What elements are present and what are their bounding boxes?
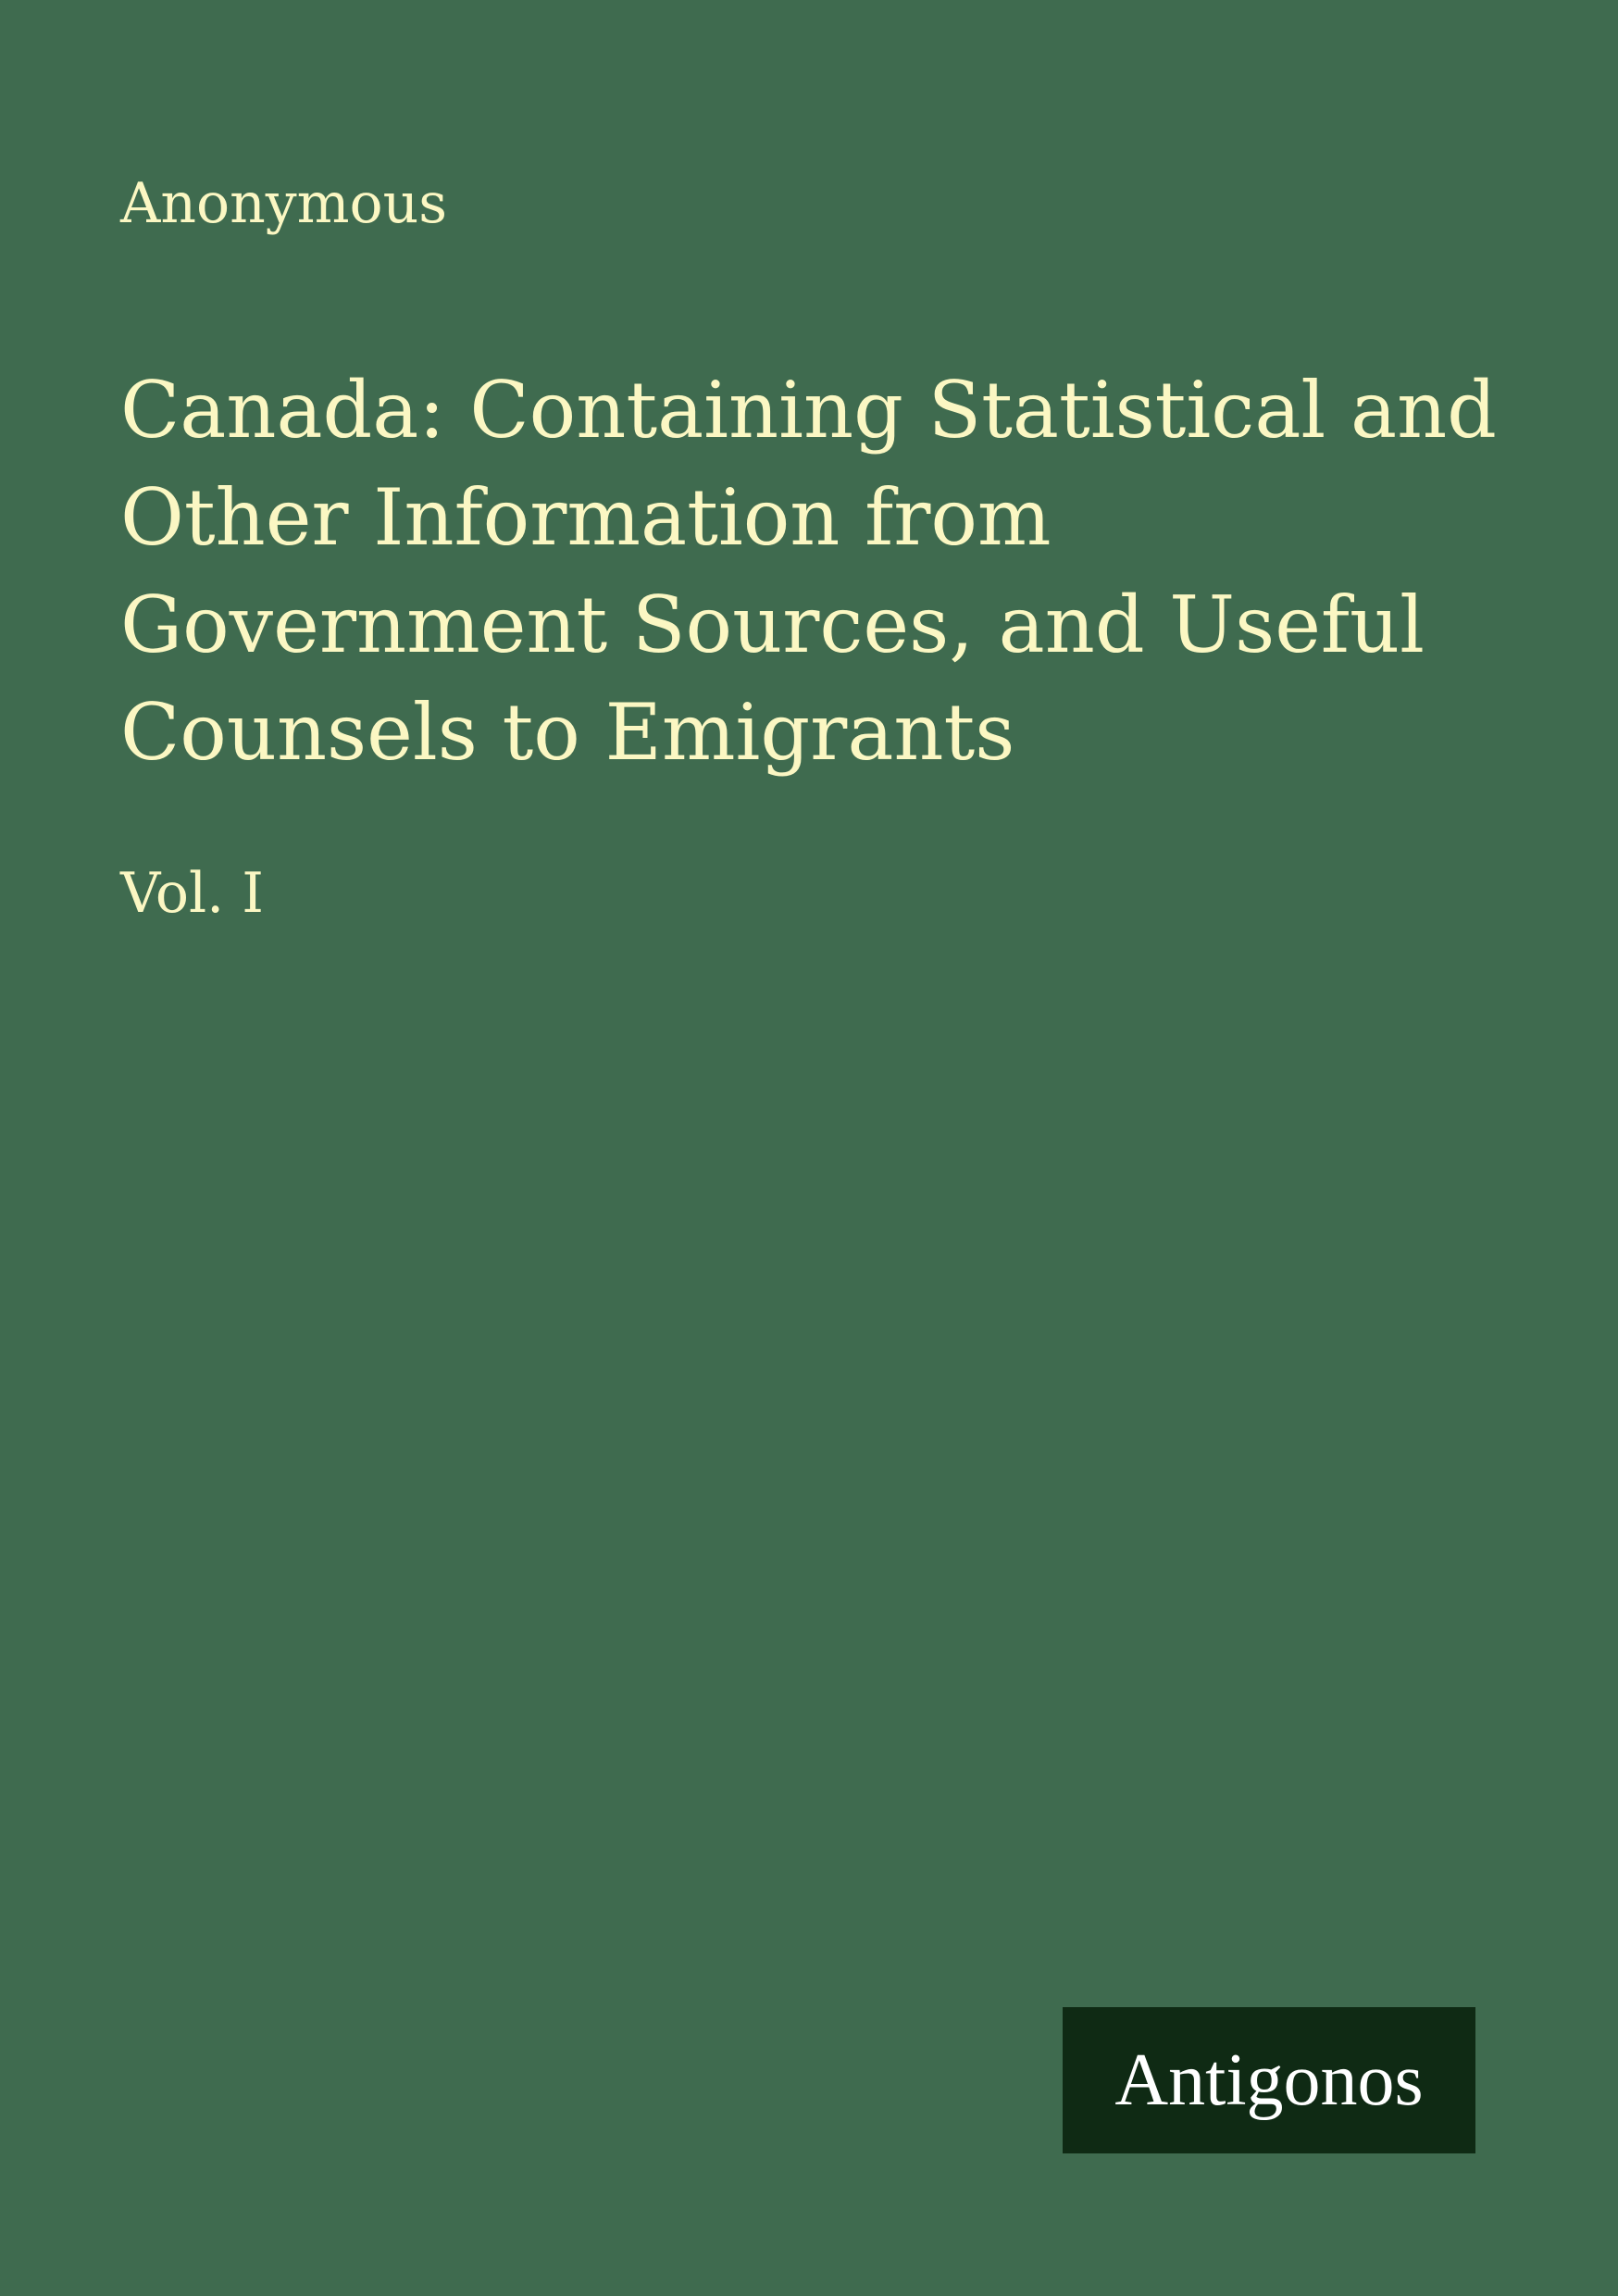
publisher-badge (1063, 2007, 1475, 2153)
book-title: Canada: Containing Statistical and Other Information from Government Sources, and Useful Counsels to Emigrants (120, 365, 1497, 778)
volume-label: Vol. I (120, 861, 264, 926)
author-name: Anonymous (120, 171, 448, 236)
publisher-name: Antigonos (1114, 2040, 1424, 2121)
